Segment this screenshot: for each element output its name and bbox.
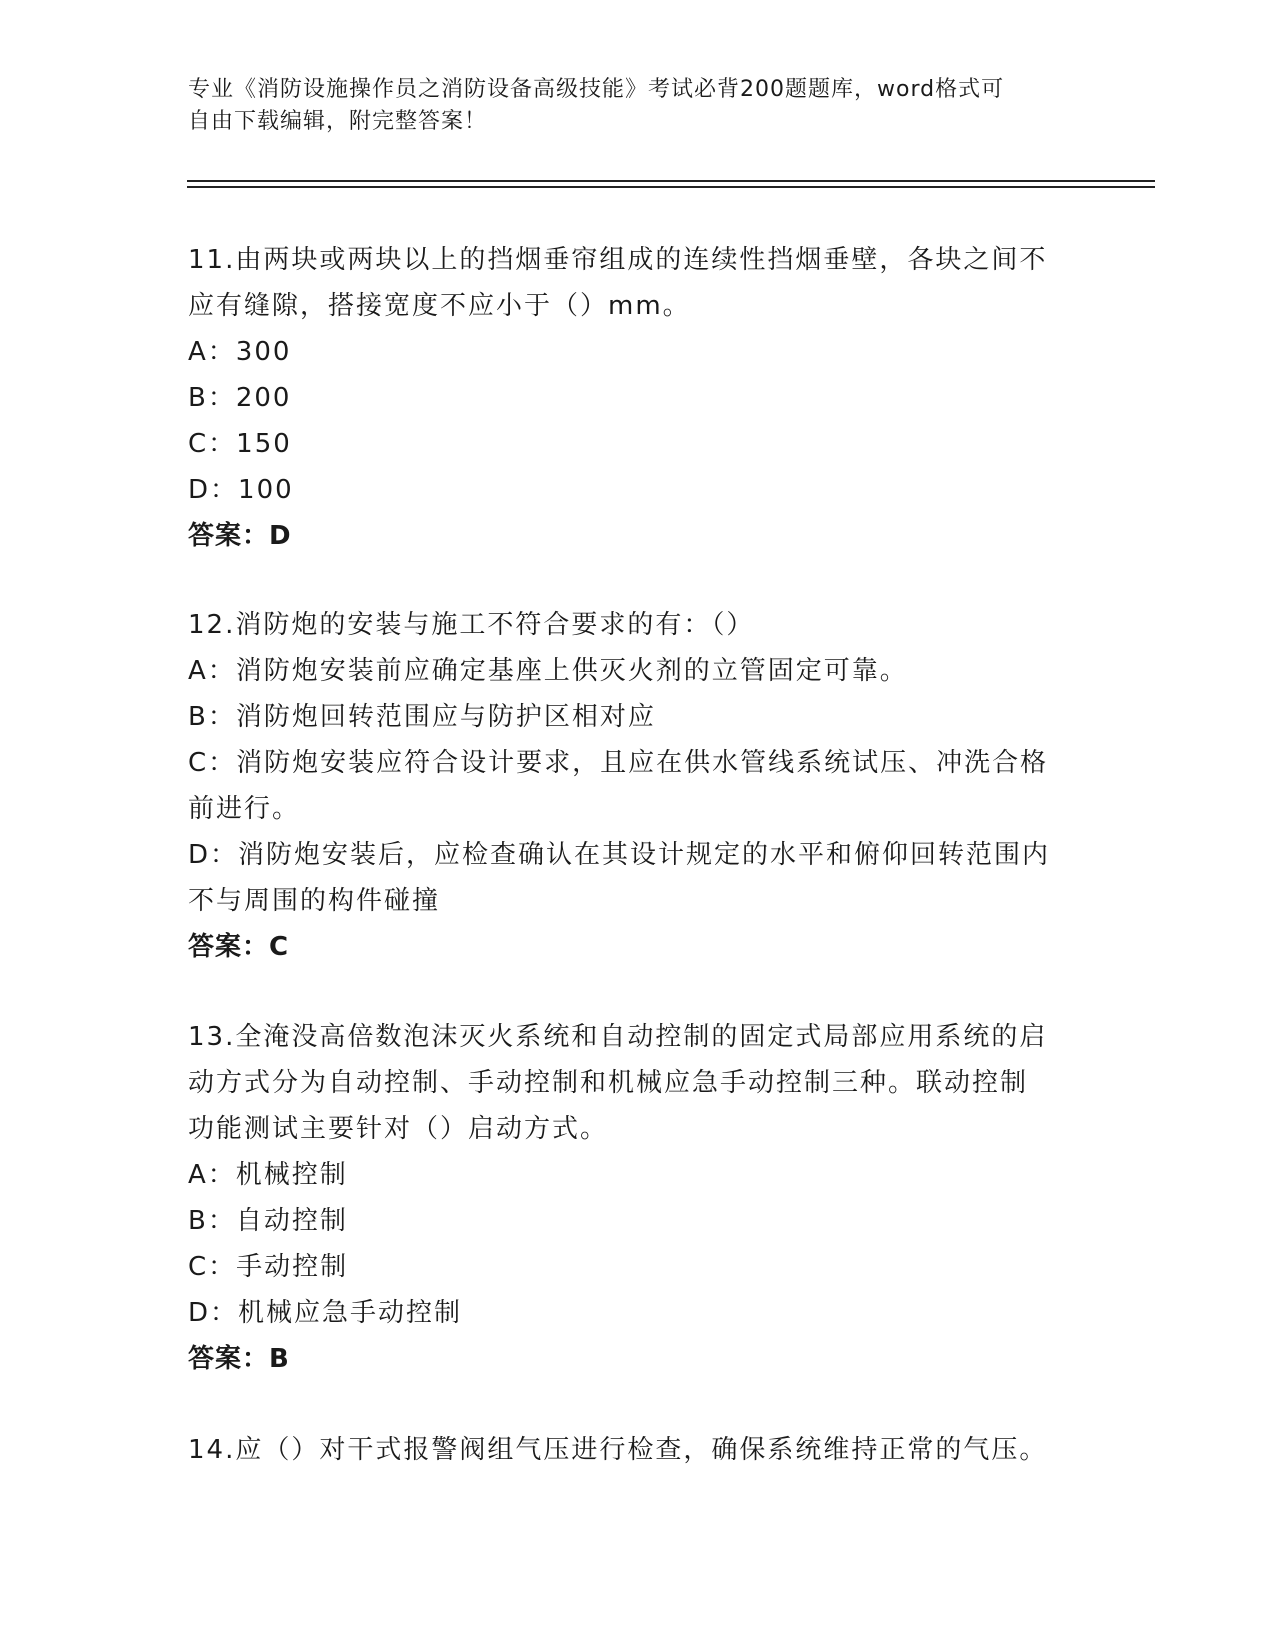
answer: 答案：C [188, 932, 290, 962]
header-divider [187, 186, 1155, 188]
option-c: C：消防炮安装应符合设计要求，且应在供水管线系统试压、冲洗合格 [188, 748, 1049, 778]
option-c: C：150 [188, 429, 292, 459]
header-line: 自由下载编辑，附完整答案！ [188, 109, 488, 134]
option-d: D：机械应急手动控制 [188, 1298, 463, 1328]
option-a: A：机械控制 [188, 1160, 348, 1190]
question-14 [188, 1427, 1088, 1473]
question-stem: 12.消防炮的安装与施工不符合要求的有：（） [188, 610, 755, 640]
question-stem: 14.应（）对干式报警阀组气压进行检查，确保系统维持正常的气压。 [188, 1435, 1048, 1465]
option-c: C：手动控制 [188, 1252, 349, 1282]
option-d-continued: 不与周围的构件碰撞 [188, 886, 441, 916]
question-stem: 功能测试主要针对（）启动方式。 [188, 1114, 609, 1144]
question-12 [188, 602, 1088, 970]
option-d: D：100 [188, 475, 294, 505]
option-b: B：自动控制 [188, 1206, 348, 1236]
option-a: A：300 [188, 337, 292, 367]
option-a: A：消防炮安装前应确定基座上供灭火剂的立管固定可靠。 [188, 656, 908, 686]
header-line: 专业《消防设施操作员之消防设备高级技能》考试必背200题题库，word格式可 [188, 77, 1005, 102]
question-11 [188, 237, 1088, 559]
option-d: D：消防炮安装后，应检查确认在其设计规定的水平和俯仰回转范围内 [188, 840, 1051, 870]
question-13 [188, 1014, 1088, 1382]
question-stem: 动方式分为自动控制、手动控制和机械应急手动控制三种。联动控制 [188, 1068, 1029, 1098]
answer: 答案：D [188, 521, 292, 551]
answer: 答案：B [188, 1344, 290, 1374]
option-b: B：200 [188, 383, 292, 413]
question-stem: 应有缝隙，搭接宽度不应小于（）mm。 [188, 291, 691, 321]
header-divider [187, 180, 1155, 182]
document-header [188, 74, 1088, 138]
question-stem: 11.由两块或两块以上的挡烟垂帘组成的连续性挡烟垂壁，各块之间不 [188, 245, 1048, 275]
question-stem: 13.全淹没高倍数泡沫灭火系统和自动控制的固定式局部应用系统的启 [188, 1022, 1048, 1052]
option-c-continued: 前进行。 [188, 794, 301, 824]
option-b: B：消防炮回转范围应与防护区相对应 [188, 702, 656, 732]
